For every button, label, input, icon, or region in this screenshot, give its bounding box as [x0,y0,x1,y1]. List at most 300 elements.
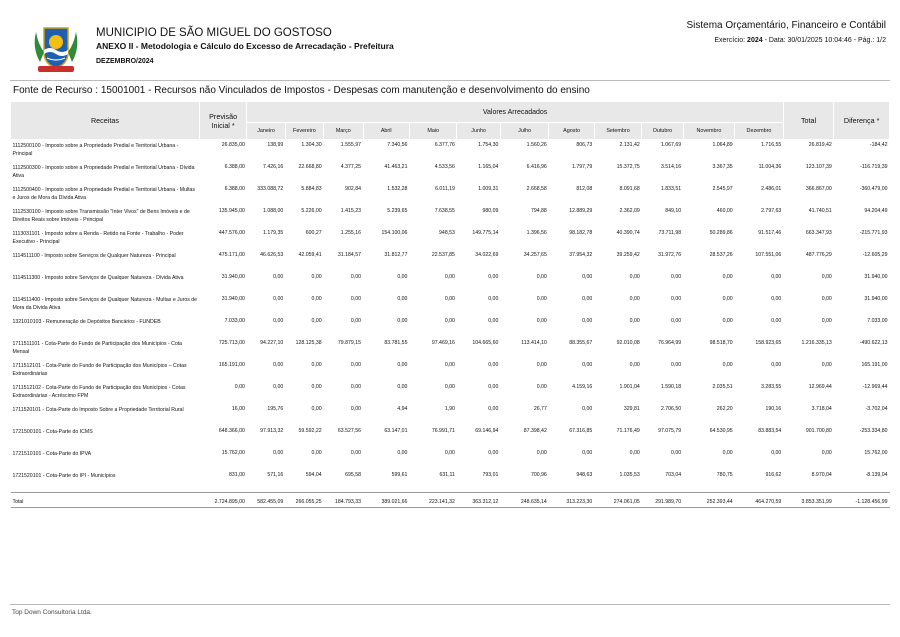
total-cell: 41.740,51 [808,208,832,214]
month-value-cell: 0,00 [273,362,284,368]
receita-cell: 1711520101 - Cota-Parte do Imposto Sobre a Propriedade Territorial Rural [12,407,184,413]
total-diferenca: -1.128.456,99 [834,493,890,508]
table-row [11,272,890,294]
month-value-cell: 83.883,54 [758,428,782,434]
receita-cell: 1721520101 - Cota-Parte do IPI - Municípios [12,473,116,479]
month-value-cell: 695,58 [345,472,361,478]
month-value-cell: 26,77 [533,406,547,412]
month-value-cell: 113.414,10 [521,340,547,346]
col-month: Julho [500,123,548,140]
col-month: Fevereiro [285,123,323,140]
annex-title: ANEXO II - Metodologia e Cálculo do Excesso de Arrecadação - Prefeitura [96,41,394,51]
month-value-cell: 76.964,99 [658,340,682,346]
total-month-value: 274.061,05 [594,493,641,508]
month-value-cell: 599,61 [391,472,408,478]
receita-cell: 1711512101 - Cota-Parte do Fundo de Participação dos Municípios – Cotas Extraordinárias [12,363,187,377]
month-value-cell: 0,00 [722,318,733,324]
col-total: Total [783,102,834,140]
total-month-value: 313.223,30 [549,493,594,508]
month-value-cell: 87.398,42 [523,428,547,434]
col-receitas: Receitas [11,102,200,140]
month-value-cell: 7.426,16 [263,164,284,170]
exercicio-label: Exercício: [714,37,746,44]
exercicio-value: 2024 [747,37,763,44]
month-value-cell: 0,00 [629,362,640,368]
month-value-cell: 0,00 [582,274,593,280]
month-value-cell: 0,00 [629,450,640,456]
diferenca-cell: -184,42 [869,142,888,148]
month-value-cell: 1.088,00 [263,208,284,214]
month-value-cell: 0,00 [350,384,361,390]
diferenca-cell: -253.334,80 [859,428,888,434]
month-value-cell: 0,00 [671,296,682,302]
month-value-cell: 571,16 [267,472,284,478]
total-cell: 0,00 [821,318,832,324]
receita-cell: 1711511101 - Cota-Parte do Fundo de Participação dos Municípios - Cota Mensal [12,341,183,355]
previsao-cell: 16,00 [231,406,245,412]
total-cell: 12.969,44 [808,384,832,390]
month-value-cell: 0,00 [273,274,284,280]
month-value-cell: 631,11 [439,472,455,478]
month-value-cell: 0,00 [444,318,455,324]
month-value-cell: 2.131,42 [619,142,640,148]
month-value-cell: 12.889,29 [569,208,593,214]
receita-cell: 1112500100 - Imposto sobre a Propriedade Predial e Territorial Urbana - Principal [12,143,179,157]
total-cell: 0,00 [821,362,832,368]
month-value-cell: 40.390,74 [616,230,640,236]
diferenca-cell: -12.969,44 [862,384,888,390]
month-value-cell: 0,00 [536,274,547,280]
system-name: Sistema Orçamentário, Financeiro e Contábil [686,20,886,31]
month-value-cell: 1.009,31 [478,186,499,192]
col-month: Janeiro [247,123,285,140]
month-value-cell: 37.954,32 [569,252,593,258]
month-value-cell: 1.555,97 [340,142,361,148]
month-value-cell: 7.340,56 [387,142,408,148]
date-page-info: - Data: 30/01/2025 10:04:46 - Pág.: 1/2 [762,37,886,44]
total-month-value: 464.270,59 [735,493,784,508]
month-value-cell: 0,00 [488,362,499,368]
month-value-cell: 902,84 [345,186,361,192]
org-name: MUNICIPIO DE SÃO MIGUEL DO GOSTOSO [96,27,332,39]
diferenca-cell: 31.940,00 [864,274,888,280]
month-value-cell: 333.088,72 [257,186,284,192]
previsao-cell: 31.940,00 [221,274,245,280]
month-value-cell: 0,00 [671,362,682,368]
total-row [11,493,890,508]
report-meta [714,37,886,44]
month-value-cell: 806,73 [576,142,593,148]
month-value-cell: 107.551,06 [755,252,782,258]
total-cell: 901.700,80 [805,428,832,434]
month-value-cell: 22.668,80 [298,164,322,170]
col-valores-arrecadados: Valores Arrecadados [247,102,783,123]
total-month-value: 266.055,25 [285,493,323,508]
month-value-cell: 1.560,26 [526,142,547,148]
month-value-cell: 0,00 [771,274,782,280]
receita-cell: 1711512102 - Cota-Parte do Fundo de Participação dos Municípios - Cotas Extraordinárias - Acréscimo FPM [12,385,186,399]
month-value-cell: 0,00 [722,450,733,456]
month-value-cell: 4.159,16 [572,384,593,390]
month-value-cell: 98.518,70 [709,340,733,346]
month-value-cell: 6.416,96 [526,164,547,170]
month-value-cell: 22.537,85 [431,252,455,258]
total-month-value: 389.021,66 [363,493,409,508]
report-period: DEZEMBRO/2024 [96,58,154,65]
month-value-cell: 794,88 [530,208,547,214]
header-divider [10,80,890,81]
col-month: Abril [363,123,409,140]
month-value-cell: 0,00 [488,318,499,324]
month-value-cell: 158.923,65 [755,340,782,346]
month-value-cell: 0,00 [582,362,593,368]
diferenca-cell: -3.702,04 [865,406,888,412]
month-value-cell: 4.533,56 [434,164,455,170]
month-value-cell: 0,00 [444,296,455,302]
month-value-cell: 4,94 [397,406,408,412]
total-cell: 366.867,00 [805,186,832,192]
month-value-cell: 0,00 [536,296,547,302]
diferenca-cell: 94.204,49 [864,208,888,214]
month-value-cell: 31.184,57 [337,252,361,258]
month-value-cell: 6.377,76 [434,142,455,148]
month-value-cell: 0,00 [582,296,593,302]
month-value-cell: 97.075,79 [658,428,682,434]
month-value-cell: 64.530,95 [709,428,733,434]
month-value-cell: 0,00 [397,296,408,302]
month-value-cell: 1.754,30 [478,142,499,148]
month-value-cell: 0,00 [582,406,593,412]
previsao-cell: 15.762,00 [221,450,245,456]
diferenca-cell: -116.719,39 [860,164,888,170]
table-row [11,250,890,272]
col-month: Setembro [594,123,641,140]
month-value-cell: 34.022,69 [475,252,499,258]
diferenca-cell: -490.622,13 [859,340,888,346]
month-value-cell: 0,00 [350,406,361,412]
total-month-value: 363.312,12 [457,493,500,508]
month-value-cell: 88.355,67 [569,340,593,346]
month-value-cell: 0,00 [444,362,455,368]
month-value-cell: 46.626,53 [260,252,284,258]
month-value-cell: 154.100,06 [381,230,408,236]
month-value-cell: 0,00 [350,318,361,324]
month-value-cell: 948,53 [439,230,455,236]
diferenca-cell: -8.139,04 [865,472,888,478]
col-month: Maio [409,123,456,140]
month-value-cell: 600,27 [305,230,322,236]
month-value-cell: 2.545,97 [712,186,733,192]
footer-divider [10,604,890,605]
diferenca-cell: 15.762,00 [864,450,888,456]
month-value-cell: 59.592,22 [298,428,322,434]
total-cell: 0,00 [821,274,832,280]
month-value-cell: 700,96 [530,472,547,478]
month-value-cell: 594,04 [305,472,322,478]
month-value-cell: 97.913,32 [260,428,284,434]
previsao-cell: 7.033,00 [224,318,245,324]
month-value-cell: 7.638,55 [434,208,455,214]
month-value-cell: 0,00 [311,384,322,390]
month-value-cell: 0,00 [488,274,499,280]
col-month: Outubro [642,123,683,140]
municipal-coat-of-arms-icon [26,18,86,78]
month-value-cell: 980,09 [482,208,499,214]
month-value-cell: 28.537,26 [709,252,733,258]
month-value-cell: 41.463,21 [384,164,408,170]
month-value-cell: 1.304,30 [301,142,322,148]
month-value-cell: 916,62 [765,472,782,478]
month-value-cell: 34.257,65 [523,252,547,258]
month-value-cell: 0,00 [397,384,408,390]
total-cell: 1.216.335,13 [801,340,832,346]
col-month: Dezembro [735,123,784,140]
month-value-cell: 4.377,25 [340,164,361,170]
receita-cell: 1114511100 - Imposto sobre Serviços de Qualquer Natureza - Principal [12,253,176,259]
col-diferenca: Diferença * [834,102,890,140]
receita-cell: 1321010103 - Remuneração de Depósitos Bancários - FUNDEB [12,319,161,325]
month-value-cell: 2.486,01 [761,186,782,192]
month-value-cell: 1.590,18 [660,384,682,390]
month-value-cell: 0,00 [722,296,733,302]
receita-cell: 1112530100 - Imposto sobre Transmissão "Inter Vivos" de Bens Imóveis e de Direitos Reais sobre Imóveis - Principal [12,209,190,223]
table-row [11,426,890,448]
table-row [11,360,890,382]
month-value-cell: 2.668,58 [526,186,547,192]
total-cell: 487.776,29 [805,252,832,258]
month-value-cell: 0,00 [350,274,361,280]
receita-cell: 1114511300 - Imposto sobre Serviços de Qualquer Natureza - Dívida Ativa [12,275,184,281]
total-total: 3.853.351,99 [783,493,834,508]
month-value-cell: 793,01 [482,472,499,478]
table-row [11,140,890,163]
month-value-cell: 5.239,65 [387,208,408,214]
month-value-cell: 138,99 [267,142,284,148]
month-value-cell: 97.469,16 [431,340,455,346]
table-row [11,162,890,184]
table-row [11,382,890,404]
month-value-cell: 0,00 [488,406,499,412]
footer-company: Top Down Consultoria Ltda. [12,609,92,616]
previsao-cell: 725.713,00 [218,340,245,346]
col-month: Março [324,123,363,140]
month-value-cell: 31.812,77 [384,252,408,258]
month-value-cell: 15.372,75 [616,164,640,170]
receita-cell: 1113031101 - Imposto sobre a Renda - Retido na Fonte - Trabalho - Poder Executivo - Principal [12,231,184,245]
diferenca-cell: 7.033,00 [867,318,888,324]
month-value-cell: 2.035,51 [712,384,733,390]
table-row [11,228,890,250]
total-cell: 663.347,93 [805,230,832,236]
month-value-cell: 79.879,15 [337,340,361,346]
table-row [11,316,890,338]
month-value-cell: 63.527,56 [337,428,361,434]
receita-cell: 1721500101 - Cota-Parte do ICMS [12,429,93,435]
month-value-cell: 0,00 [444,384,455,390]
total-month-value: 248.635,14 [500,493,548,508]
diferenca-cell: -360.479,00 [859,186,888,192]
month-value-cell: 0,00 [444,450,455,456]
previsao-cell: 0,00 [234,384,245,390]
month-value-cell: 0,00 [311,362,322,368]
col-month: Novembro [683,123,735,140]
month-value-cell: 11.004,36 [758,164,782,170]
month-value-cell: 50.289,86 [709,230,733,236]
month-value-cell: 0,00 [273,296,284,302]
total-previsao: 2.724.895,00 [199,493,246,508]
month-value-cell: 0,00 [350,362,361,368]
month-value-cell: 0,00 [273,450,284,456]
month-value-cell: 92.010,08 [616,340,640,346]
month-value-cell: 149.775,14 [472,230,499,236]
previsao-cell: 135.945,00 [218,208,245,214]
month-value-cell: 0,00 [444,274,455,280]
month-value-cell: 0,00 [397,318,408,324]
month-value-cell: 5.884,83 [301,186,322,192]
month-value-cell: 0,00 [488,384,499,390]
month-value-cell: 460,00 [716,208,733,214]
month-value-cell: 1.067,69 [660,142,682,148]
month-value-cell: 0,00 [536,362,547,368]
month-value-cell: 91.517,46 [758,230,782,236]
previsao-cell: 165.191,00 [218,362,245,368]
month-value-cell: 849,10 [665,208,682,214]
table-row [11,470,890,493]
month-value-cell: 0,00 [771,362,782,368]
month-value-cell: 0,00 [488,450,499,456]
month-value-cell: 128.125,38 [295,340,322,346]
total-cell: 3.718,04 [811,406,832,412]
month-value-cell: 703,04 [665,472,682,478]
month-value-cell: 98.182,78 [569,230,593,236]
total-month-value: 223.141,32 [409,493,456,508]
month-value-cell: 3.367,35 [712,164,733,170]
total-cell: 26.819,42 [808,142,832,148]
month-value-cell: 8.091,68 [619,186,640,192]
month-value-cell: 1.532,28 [387,186,408,192]
total-label: Total [11,493,200,508]
receita-cell: 1721510101 - Cota-Parte do IPVA [12,451,92,457]
month-value-cell: 6.011,19 [435,186,455,192]
month-value-cell: 0,00 [311,274,322,280]
diferenca-cell: 31.940,00 [864,296,888,302]
receita-cell: 1112500300 - Imposto sobre a Propriedade Predial e Territorial Urbana - Dívida Ativa [12,165,195,179]
month-value-cell: 1.833,51 [660,186,682,192]
month-value-cell: 0,00 [311,406,322,412]
month-value-cell: 2.706,50 [660,406,682,412]
previsao-cell: 648.366,00 [218,428,245,434]
month-value-cell: 0,00 [722,362,733,368]
previsao-cell: 831,00 [228,472,245,478]
month-value-cell: 0,00 [350,296,361,302]
col-month: Agosto [549,123,594,140]
month-value-cell: 0,00 [671,450,682,456]
month-value-cell: 0,00 [671,274,682,280]
month-value-cell: 0,00 [722,274,733,280]
month-value-cell: 42.059,41 [298,252,322,258]
total-cell: 0,00 [821,296,832,302]
month-value-cell: 69.146,94 [475,428,499,434]
month-value-cell: 0,00 [273,384,284,390]
month-value-cell: 1.797,79 [572,164,593,170]
month-value-cell: 0,00 [311,296,322,302]
table-row [11,184,890,206]
month-value-cell: 0,00 [536,450,547,456]
previsao-cell: 447.576,00 [218,230,245,236]
total-month-value: 582.455,09 [247,493,285,508]
previsao-cell: 6.388,00 [224,164,245,170]
month-value-cell: 1.035,53 [619,472,640,478]
month-value-cell: 0,00 [311,450,322,456]
table-row [11,448,890,470]
table-row [11,404,890,426]
month-value-cell: 1.901,04 [619,384,640,390]
month-value-cell: 94.227,10 [260,340,284,346]
month-value-cell: 63.147,01 [384,428,408,434]
month-value-cell: 1.716,55 [761,142,782,148]
total-cell: 8.970,04 [811,472,832,478]
month-value-cell: 0,00 [629,274,640,280]
month-value-cell: 0,00 [397,362,408,368]
month-value-cell: 0,00 [273,318,284,324]
month-value-cell: 1.165,04 [478,164,499,170]
month-value-cell: 1.255,16 [340,230,361,236]
month-value-cell: 0,00 [536,318,547,324]
month-value-cell: 948,63 [576,472,593,478]
month-value-cell: 0,00 [582,318,593,324]
month-value-cell: 190,16 [765,406,782,412]
receita-cell: 1114511400 - Imposto sobre Serviços de Qualquer Natureza - Multas e Juros de Mora da Dívida Ativa [12,297,198,311]
month-value-cell: 0,00 [536,384,547,390]
month-value-cell: 262,20 [716,406,733,412]
month-value-cell: 1.415,23 [340,208,361,214]
month-value-cell: 0,00 [582,450,593,456]
month-value-cell: 0,00 [488,296,499,302]
month-value-cell: 1,90 [444,406,455,412]
total-month-value: 184.793,33 [324,493,363,508]
previsao-cell: 26.835,00 [221,142,245,148]
month-value-cell: 76.991,71 [431,428,455,434]
revenue-table [10,101,890,508]
month-value-cell: 104.665,60 [472,340,499,346]
month-value-cell: 0,00 [771,318,782,324]
month-value-cell: 83.781,55 [384,340,408,346]
table-row [11,206,890,228]
month-value-cell: 3.514,16 [660,164,682,170]
total-month-value: 252.393,44 [683,493,735,508]
month-value-cell: 812,08 [576,186,593,192]
month-value-cell: 0,00 [671,318,682,324]
month-value-cell: 0,00 [629,318,640,324]
month-value-cell: 0,00 [771,450,782,456]
month-value-cell: 0,00 [771,296,782,302]
previsao-cell: 31.940,00 [221,296,245,302]
month-value-cell: 67.316,85 [569,428,593,434]
month-value-cell: 1.179,35 [263,230,284,236]
diferenca-cell: -12.605,29 [862,252,888,258]
month-value-cell: 0,00 [397,274,408,280]
previsao-cell: 6.388,00 [224,186,245,192]
month-value-cell: 329,81 [623,406,640,412]
total-cell: 123.107,39 [805,164,832,170]
month-value-cell: 0,00 [629,296,640,302]
month-value-cell: 0,00 [350,450,361,456]
previsao-cell: 475.171,00 [218,252,245,258]
col-previsao: Previsão Inicial * [199,102,246,140]
col-month: Junho [457,123,500,140]
month-value-cell: 195,76 [267,406,284,412]
month-value-cell: 2.362,09 [619,208,640,214]
